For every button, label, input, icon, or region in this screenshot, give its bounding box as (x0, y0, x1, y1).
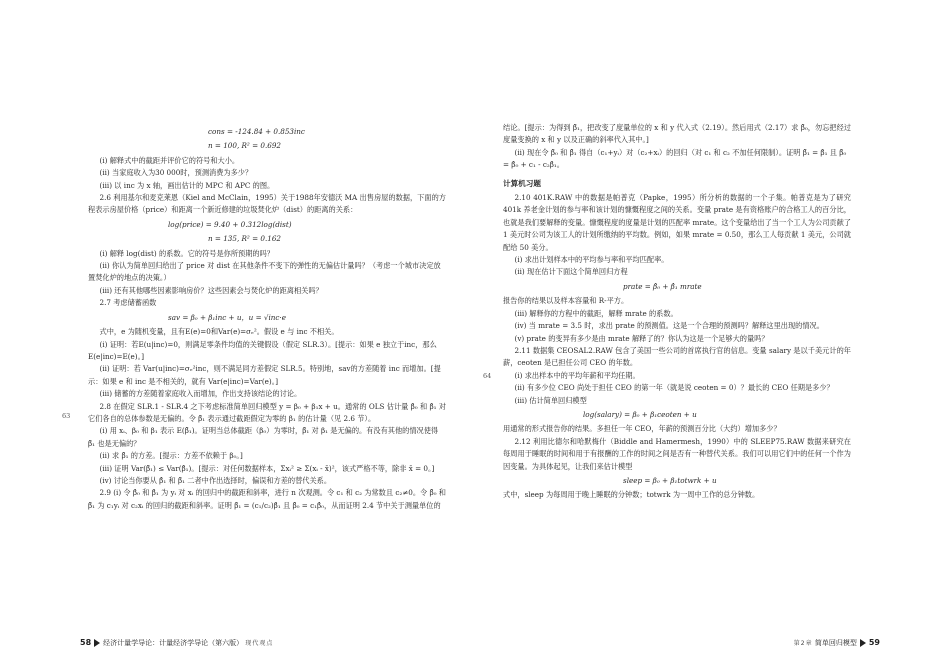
chapter-title: 简单回归模型 (814, 639, 857, 647)
exercise-2-11: 2.11 数据集 CEOSAL2.RAW 包含了美国一些公司的首席执行官的信息。变量 salary 是以千美元计的年薪，ceoten 是已担任公司 CEO 的年数。 (503, 345, 851, 368)
book-subtitle: 现代观点 (245, 640, 274, 647)
exercise-2-8: 2.8 在假定 SLR.1 - SLR.4 之下考虑标准简单回归模型 y = β₀ + β₁x + u。通常的 OLS 估计量 β̂₀ 和 β̂₁ 对它们各自的总体参数是无偏的。令 β̃₁ 表示通过截距假定为零的 β₁ 的估计量（见 2.6 节）。 (88, 401, 446, 423)
exercise-item: (iv) 当 mrate = 3.5 时，求出 prate 的预测值。这是一个合理的预测吗？解释这里出现的情况。 (514, 321, 824, 331)
exercise-item: (ii) 现在估计下面这个简单回归方程 (514, 267, 628, 277)
exercise-2-7-text: 式中，e 为随机变量，且有E(e)=0和Var(e)=σₑ²。假设 e 与 inc 不相关。 (99, 327, 339, 337)
exercise-item: (iii) 还有其他哪些因素影响房价？这些因素会与焚化炉的距离相关吗？ (99, 285, 323, 295)
equation-sleep: sleep = β₀ + β₁totwrk + u (623, 475, 717, 485)
exercise-2-9-cont: 结论。[提示：为得到 β̃₁，把改变了度量单位的 x 和 y 代入式（2.19）。然后用式（2.17）求 β̃₀，勿忘把经过度量变换的 x 和 y 以及正确的斜率代入其中。] (503, 123, 851, 145)
chapter-label: 第2章 (793, 640, 813, 647)
margin-page-number: 64 (483, 372, 492, 380)
exercise-item: (i) 用 xᵢ、β₀ 和 β₁ 表示 E(β̃₁)。证明当总体截距（β₀）为零时，β̃₁ 对 β₁ 是无偏的。有没有其他的情况使得 β̃₁ 也是无偏的？ (88, 426, 439, 448)
exercise-item: (ii) 求 β̃₁ 的方差。[提示：方差不依赖于 β₀。] (99, 451, 243, 461)
exercise-2-6: 2.6 利用基尔和麦克莱恩（Kiel and McClain，1995）关于1988年安德沃 MA 出售房屋的数据，下面的方程表示房屋价格（price）和距离一个新近修建的垃圾焚化炉（dist）的距离的关系： (88, 193, 446, 215)
exercise-2-7: 2.7 考虑储蓄函数 (99, 298, 157, 308)
equation-price-stats: n = 135, R² = 0.162 (208, 234, 281, 244)
exercise-2-11-text: 用通常的形式报告你的结果。多担任一年 CEO，年薪的预测百分比（大约）增加多少？ (503, 424, 781, 434)
exercise-item: (i) 证明：若E(u|inc)=0，则满足零条件均值的关键假设（假定 SLR.3）。[提示：如果 e 独立于inc，那么E(e|inc)=E(e)。] (88, 339, 437, 361)
equation-prate: prate = β̂₀ + β̂₁ mrate (623, 281, 702, 291)
equation-price: log(price) = 9.40 + 0.312log(dist) (168, 219, 292, 229)
right-page (475, 0, 950, 672)
exercise-item: (ii) 有多少位 CEO 尚处于担任 CEO 的第一年（就是说 ceoten = 0）？最长的 CEO 任期是多少？ (514, 383, 834, 393)
page-number: 59 (868, 638, 880, 647)
exercise-item: (i) 求出计划样本中的平均参与率和平均匹配率。 (514, 255, 669, 265)
right-column (503, 122, 851, 502)
right-footer (794, 638, 880, 648)
exercise-item: (iii) 以 inc 为 x 轴，画出估计的 MPC 和 APC 的图。 (99, 180, 275, 190)
exercise-item: (iii) 证明 Var(β̃₁) ≤ Var(β̂₁)。[提示：对任何数据样本，Σxᵢ² ≥ Σ(xᵢ - x̄)²，该式严格不等，除非 x̄ = 0。] (99, 463, 435, 473)
exercise-item: (ii) 你认为简单回归给出了 price 对 dist 在其他条件不变下的弹性的无偏估计量吗？（考虑一个城市决定放置焚化炉的地点的决策。） (88, 261, 441, 283)
equation-salary: log(salary) = β₀ + β₁ceoten + u (583, 409, 697, 419)
exercise-2-12-text: 式中，sleep 为每周用于晚上睡眠的分钟数；totwrk 为一周中工作的总分钟数。 (503, 490, 760, 500)
exercise-2-9: 2.9 (i) 令 β̂₀ 和 β̂₁ 为 yᵢ 对 xᵢ 的回归中的截距和斜率，进行 n 次观测。令 c₁ 和 c₂ 为常数且 c₂≠0。令 β̃₀ 和 β̃₁ 为 c₁yᵢ 对 c₂xᵢ 的回归的截距和斜率。证明 β̃₁ = (c₁/c₂)β̂₁ 且 β̃₀ = c₁β̂₀，从而证明 2.4 节中关于测量单位的 (88, 488, 446, 510)
exercise-item: (ii) 现在令 β̃₀ 和 β̃₁ 得自（c₁+yᵢ）对（c₂+xᵢ）的回归（对 c₁ 和 c₂ 不加任何限制）。证明 β̃₁ = β̂₁ 且 β̃₀ = β̂₀ + c₁ - c₂β̂₁。 (503, 147, 847, 170)
exercise-item: (v) prate 的变异有多少是由 mrate 解释了的？你认为这是一个足够大的量吗？ (514, 333, 769, 343)
exercise-item: (i) 解释 log(dist) 的系数。它的符号是你所预期的吗？ (99, 248, 274, 258)
triangle-marker-icon (94, 639, 100, 647)
equation-cons: cons = -124.84 + 0.853inc (208, 127, 305, 136)
exercise-item: (iv) 讨论当你要从 β̂₁ 和 β̃₁ 二者中作出选择时，偏误和方差的替代关系。 (99, 475, 332, 485)
margin-page-number: 63 (62, 412, 71, 420)
book-title: 经济计量学导论：计量经济学导论（第六版） (103, 639, 244, 647)
exercise-item: (iii) 解释你的方程中的截距，解释 mrate 的系数。 (514, 308, 678, 318)
triangle-marker-icon (860, 639, 866, 647)
exercise-2-10: 2.10 401K.RAW 中的数据是帕普克（Papke，1995）所分析的数据的一个子集。帕普克是为了研究 401k 养老金计划的参与率和该计划的慷慨程度之间的关系。变量 prate 是有资格账户的合格工人的百分比，也就是我们要解释的变量。慷慨程度的度量是计划的匹配率 mrate。这个变量给出了当一个工人为公司贡献了 1 美元时公司为该工人的计划所缴纳的平均数。例如，如果 mrate = 0.50，那么工人每贡献 1 美元，公司就配给 50 美分。 (503, 193, 851, 252)
exercise-item: (ii) 证明：若 Var(u|inc)=σₑ²inc，则不满足同方差假定 SLR.5。特别地，sav的方差随着 inc 而增加。[提示：如果 e 和 inc 是不相关的，就有 Var(e|inc)=Var(e)。] (88, 364, 441, 386)
section-heading: 计算机习题 (503, 178, 541, 188)
left-footer (80, 638, 273, 648)
equation-savings: sav = β₀ + β₁inc + u，u = √inc·e (168, 312, 286, 322)
exercise-item: (i) 求出样本中的平均年薪和平均任期。 (514, 370, 640, 380)
exercise-item: (i) 解释式中的截距并评价它的符号和大小。 (99, 155, 240, 165)
exercise-item: (iii) 估计简单回归模型 (514, 395, 587, 405)
exercise-item: (ii) 当家庭收入为30 000时，预测消费为多少？ (99, 168, 253, 178)
exercise-item: (iii) 储蓄的方差随着家庭收入而增加，作出支持该结论的讨论。 (99, 389, 302, 399)
equation-cons-stats: n = 100, R² = 0.692 (208, 141, 281, 151)
exercise-2-10-text: 报告你的结果以及样本容量和 R-平方。 (503, 296, 629, 306)
left-column (88, 124, 446, 512)
exercise-2-12: 2.12 利用比德尔和哈默梅什（Biddle and Hamermesh，1990）中的 SLEEP75.RAW 数据来研究在每周用于睡眠的时间和用于有报酬的工作的时间之间是否有一种替代关系。我们可以用它们中的任何一个作为因变量。为具体起见，让我们来估计模型 (503, 436, 851, 471)
page-number: 58 (80, 638, 92, 647)
